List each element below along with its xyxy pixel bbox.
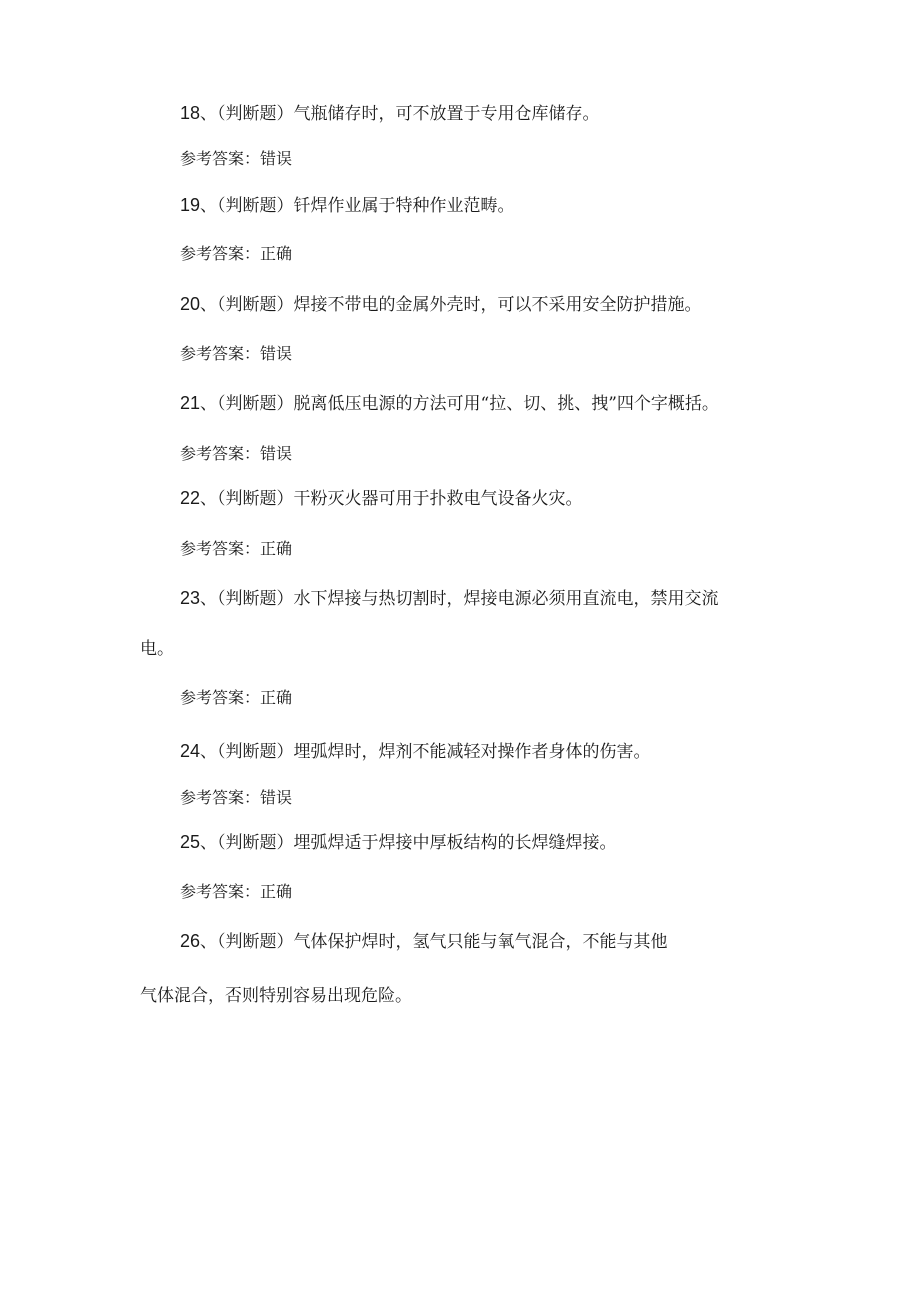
question-type: （判断题） bbox=[217, 295, 294, 315]
question-22 bbox=[180, 487, 583, 510]
question-text: 脱离低压电源的方法可用“拉、切、挑、拽”四个字概括。 bbox=[293, 394, 719, 414]
question-number: 19 bbox=[180, 195, 201, 215]
question-text: 焊接不带电的金属外壳时，可以不采用安全防护措施。 bbox=[293, 295, 702, 315]
question-text: 钎焊作业属于特种作业范畴。 bbox=[293, 196, 515, 216]
answer-label: 参考答案： bbox=[180, 244, 261, 263]
question-type: （判断题） bbox=[217, 742, 294, 762]
answer-19 bbox=[180, 243, 292, 265]
question-18 bbox=[180, 102, 600, 125]
question-type: （判断题） bbox=[217, 833, 294, 853]
question-text: 气瓶储存时，可不放置于专用仓库储存。 bbox=[293, 104, 600, 124]
question-separator: 、 bbox=[200, 104, 218, 124]
answer-22 bbox=[180, 538, 292, 560]
question-separator: 、 bbox=[200, 589, 218, 609]
question-number: 21 bbox=[180, 393, 201, 413]
answer-value: 正确 bbox=[260, 539, 293, 558]
question-separator: 、 bbox=[200, 833, 218, 853]
answer-value: 错误 bbox=[260, 788, 293, 807]
question-text: 埋弧焊时，焊剂不能减轻对操作者身体的伤害。 bbox=[293, 742, 651, 762]
answer-21 bbox=[180, 443, 292, 465]
question-number: 23 bbox=[180, 588, 201, 608]
answer-label: 参考答案： bbox=[180, 539, 261, 558]
answer-25 bbox=[180, 881, 292, 903]
question-19 bbox=[180, 194, 515, 217]
question-number: 20 bbox=[180, 294, 201, 314]
question-text-continuation: 气体混合，否则特别容易出现危险。 bbox=[140, 986, 412, 1006]
answer-24 bbox=[180, 787, 292, 809]
answer-20 bbox=[180, 343, 292, 365]
answer-label: 参考答案： bbox=[180, 882, 261, 901]
question-24 bbox=[180, 740, 651, 763]
question-number: 22 bbox=[180, 488, 201, 508]
question-26 bbox=[180, 930, 668, 953]
answer-value: 正确 bbox=[260, 688, 293, 707]
question-23-continuation bbox=[140, 638, 174, 660]
answer-label: 参考答案： bbox=[180, 344, 261, 363]
question-number: 26 bbox=[180, 931, 201, 951]
question-separator: 、 bbox=[200, 742, 218, 762]
question-20 bbox=[180, 293, 702, 316]
question-text: 埋弧焊适于焊接中厚板结构的长焊缝焊接。 bbox=[293, 833, 617, 853]
answer-value: 错误 bbox=[260, 444, 293, 463]
question-number: 25 bbox=[180, 832, 201, 852]
answer-value: 正确 bbox=[260, 244, 293, 263]
answer-label: 参考答案： bbox=[180, 444, 261, 463]
question-21 bbox=[180, 392, 719, 415]
answer-label: 参考答案： bbox=[180, 788, 261, 807]
question-text-continuation: 电。 bbox=[140, 639, 174, 659]
question-text: 水下焊接与热切割时，焊接电源必须用直流电，禁用交流 bbox=[293, 589, 719, 609]
question-type: （判断题） bbox=[217, 394, 294, 414]
question-23 bbox=[180, 587, 719, 610]
answer-18 bbox=[180, 148, 292, 170]
answer-label: 参考答案： bbox=[180, 149, 261, 168]
question-separator: 、 bbox=[200, 932, 218, 952]
question-separator: 、 bbox=[200, 394, 218, 414]
answer-23 bbox=[180, 687, 292, 709]
answer-value: 错误 bbox=[260, 149, 293, 168]
question-type: （判断题） bbox=[217, 196, 294, 216]
answer-value: 错误 bbox=[260, 344, 293, 363]
question-type: （判断题） bbox=[217, 589, 294, 609]
question-number: 24 bbox=[180, 741, 201, 761]
question-25 bbox=[180, 831, 617, 854]
question-separator: 、 bbox=[200, 196, 218, 216]
question-type: （判断题） bbox=[217, 104, 294, 124]
question-text: 气体保护焊时，氢气只能与氧气混合，不能与其他 bbox=[293, 932, 668, 952]
answer-value: 正确 bbox=[260, 882, 293, 901]
question-number: 18 bbox=[180, 103, 201, 123]
question-type: （判断题） bbox=[217, 932, 294, 952]
question-26-continuation bbox=[140, 985, 412, 1007]
question-separator: 、 bbox=[200, 489, 218, 509]
question-separator: 、 bbox=[200, 295, 218, 315]
question-text: 干粉灭火器可用于扑救电气设备火灾。 bbox=[293, 489, 583, 509]
answer-label: 参考答案： bbox=[180, 688, 261, 707]
question-type: （判断题） bbox=[217, 489, 294, 509]
